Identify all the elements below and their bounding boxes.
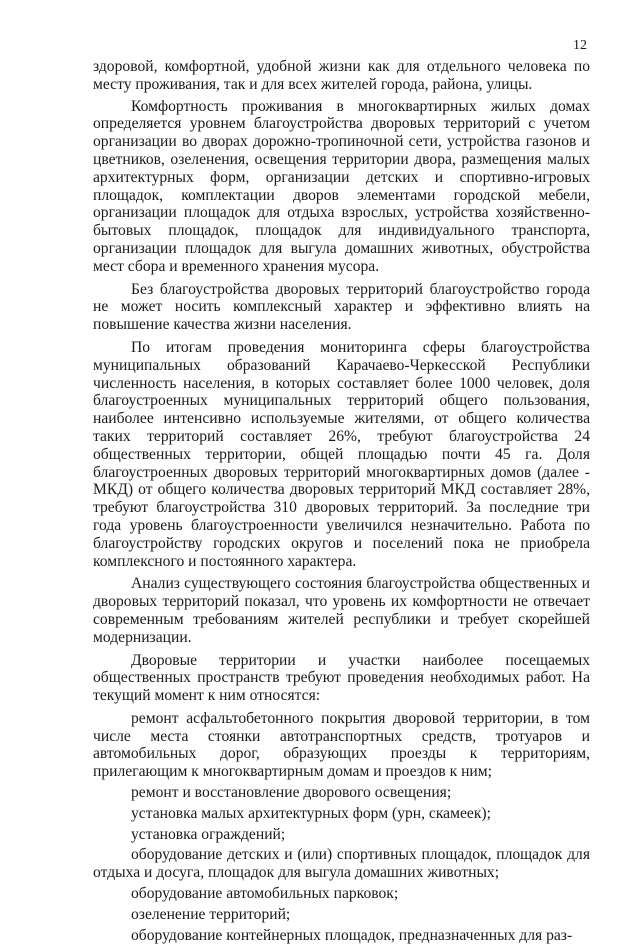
- list-item: ремонт и восстановление дворового освещения;: [131, 784, 452, 802]
- list-item: озеленение территорий;: [131, 905, 291, 923]
- list-item: ремонт асфальтобетонного покрытия дворовой территории, в том числе места стоянки автотранспортных средств, тротуаров и автомобильных дорог, образующих проезды к территориям, прилегающим к многоквартирным домам и проездов к ним;: [93, 709, 590, 781]
- list-item: оборудование автомобильных парковок;: [131, 885, 399, 903]
- paragraph-analysis: Анализ существующего состояния благоустройства общественных и дворовых территорий показал, что уровень их комфортности не отвечает современным требованиям жителей республики и требует скорейшей модернизации.: [93, 575, 590, 646]
- paragraph-without-improvement: Без благоустройства дворовых территорий благоустройство города не может носить комплексный характер и эффективно влиять на повышение качества жизни населения.: [93, 280, 590, 334]
- paragraph-continued: здоровой, комфортной, удобной жизни как для отдельного человека по месту проживания, так и для всех жителей города, района, улицы.: [93, 58, 590, 93]
- page-number: 12: [573, 38, 587, 53]
- list-item: установка ограждений;: [131, 825, 286, 843]
- list-item: оборудование контейнерных площадок, предназначенных для раз-: [131, 926, 573, 944]
- paragraph-comfort-definition: Комфортность проживания в многоквартирных жилых домах определяется уровнем благоустройства дворовых территорий с учетом организации во дворах дорожно-тропиночной сети, устройства газонов и цветников, озеленения, освещения территории двора, размещения малых архитектурных форм, организации детских и спортивно-игровых площадок, комплектации дворов элементами городской мебели, организации площадок для отдыха взрослых, устройства хозяйственно-бытовых площадок, площадок для индивидуального транспорта, организации площадок для выгула домашних животных, обустройства мест сбора и временного хранения мусора.: [93, 97, 590, 275]
- paragraph-monitoring-results: По итогам проведения мониторинга сферы благоустройства муниципальных образований Карачаево-Черкесской Республики численность населения, в которых составляет более 1000 человек, доля благоустроенных муниципальных территорий общего пользования, наиболее интенсивно используемые жителями, от общего количества таких территорий составляет 26%, требуют благоустройства 24 общественных территории, общей площадью почти 45 га. Доля благоустроенных дворовых территорий многоквартирных домов (далее - МКД) от общего количества дворовых территорий МКД составляет 28%, требуют благоустройства 310 дворовых территорий. За последние три года уровень благоустроенности увеличился незначительно. Работа по благоустройству городских округов и поселений пока не приобрела комплексного и постоянного характера.: [93, 338, 590, 570]
- list-item: установка малых архитектурных форм (урн, скамеек);: [131, 804, 491, 822]
- paragraph-required-works: Дворовые территории и участки наиболее посещаемых общественных пространств требуют проведения необходимых работ. На текущий момент к ним относятся:: [93, 651, 590, 705]
- list-item: оборудование детских и (или) спортивных площадок, площадок для отдыха и досуга, площадок для выгула домашних животных;: [93, 846, 590, 882]
